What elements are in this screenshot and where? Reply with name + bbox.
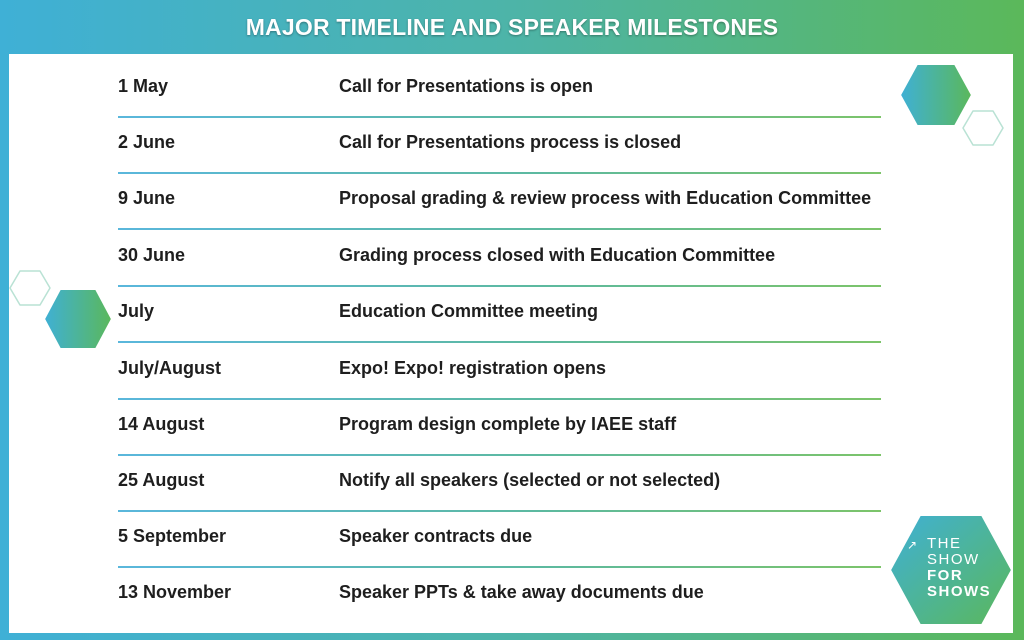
timeline-date: July	[118, 301, 155, 321]
timeline-event: Program design complete by IAEE staff	[339, 414, 677, 434]
timeline-date: July/August	[118, 358, 222, 378]
logo-line: SHOW	[927, 551, 980, 568]
timeline-row	[118, 231, 881, 287]
row-divider	[118, 341, 881, 343]
timeline-row	[118, 287, 881, 343]
timeline-event: Grading process closed with Education Committee	[339, 245, 776, 265]
timeline-date: 13 November	[118, 582, 232, 602]
timeline-date: 1 May	[118, 76, 169, 96]
timeline-row	[118, 344, 881, 400]
logo-line: SHOWS	[927, 583, 992, 600]
logo-line: FOR	[927, 567, 964, 584]
row-divider	[118, 228, 881, 230]
timeline-date: 5 September	[118, 526, 227, 546]
timeline-row	[118, 62, 881, 118]
page-title: MAJOR TIMELINE AND SPEAKER MILESTONES	[245, 13, 779, 40]
the-show-for-shows-logo	[887, 512, 1015, 628]
timeline-row	[118, 174, 881, 230]
timeline-event: Speaker contracts due	[339, 526, 533, 546]
timeline-row	[118, 118, 881, 174]
timeline-date: 9 June	[118, 188, 176, 208]
timeline-event: Proposal grading & review process with Education Committee	[339, 188, 872, 208]
arrow-icon: ↗	[907, 538, 918, 552]
timeline-date: 30 June	[118, 245, 186, 265]
hexagon-outline-decoration-top-right	[962, 110, 1004, 146]
timeline-date: 14 August	[118, 414, 205, 434]
timeline-event: Notify all speakers (selected or not selected)	[339, 470, 721, 490]
timeline-row	[118, 568, 881, 624]
hexagon-decoration-left	[42, 287, 114, 351]
timeline-event: Speaker PPTs & take away documents due	[339, 582, 704, 602]
timeline-event: Expo! Expo! registration opens	[339, 358, 607, 378]
timeline-row	[118, 512, 881, 568]
timeline-date: 25 August	[118, 470, 205, 490]
logo-line: THE	[927, 535, 962, 552]
timeline-row	[118, 456, 881, 512]
timeline-event: Call for Presentations process is closed	[339, 132, 682, 152]
timeline-event: Call for Presentations is open	[339, 76, 594, 96]
timeline-row	[118, 400, 881, 456]
header-banner	[0, 0, 1024, 54]
timeline-date: 2 June	[118, 132, 176, 152]
logo-wordmark	[927, 536, 991, 600]
timeline-event: Education Committee meeting	[339, 301, 599, 321]
